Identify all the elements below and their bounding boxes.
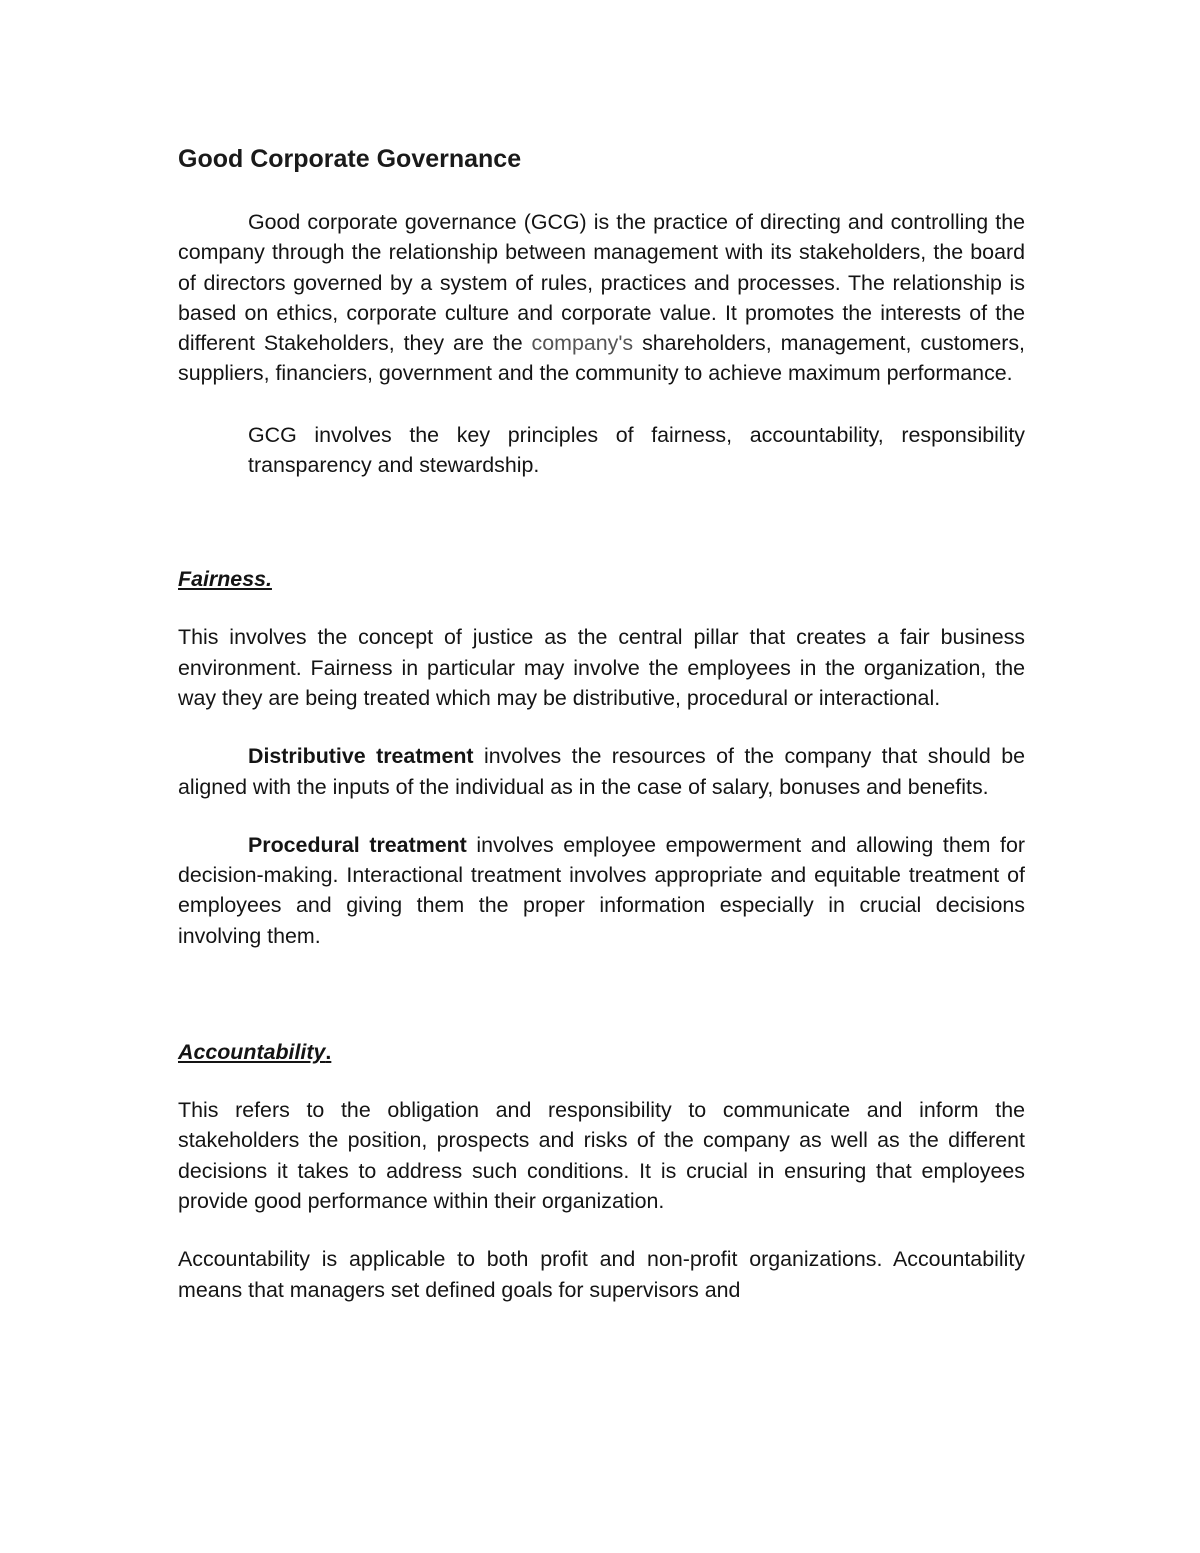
accountability-body-2: Accountability is applicable to both profit and non-profit organizations. Accountability means that managers set defined goals for supervisors and xyxy=(178,1247,1025,1302)
document-body xyxy=(178,140,1025,1305)
intro-paragraph xyxy=(178,207,1025,389)
fairness-body: This involves the concept of justice as the central pillar that creates a fair business environment. Fairness in particular may involve the employees in the organization, the way they are being treated which may be distributive, procedural or interactional. xyxy=(178,625,1025,710)
accountability-heading xyxy=(178,1037,1025,1067)
procedural-label: Procedural treatment xyxy=(248,832,467,857)
document-title: Good Corporate Governance xyxy=(178,145,522,173)
fairness-heading-punct: . xyxy=(266,567,272,592)
accountability-body-1: This refers to the obligation and responsibility to communicate and inform the stakeholders the position, prospects and risks of the company as well as the different decisions it takes to address such conditions. It is crucial in ensuring that employees provide good performance within their organization. xyxy=(178,1098,1025,1213)
accountability-heading-punct: . xyxy=(325,1040,332,1065)
accountability-heading-text: Accountability xyxy=(178,1040,326,1065)
intro-text-after: shareholders, management, customers, suppliers, financiers, government and the community to achieve maximum performance. xyxy=(178,331,1025,386)
procedural-text: involves employee empowerment and allowing them for decision-making. Interactional treatment involves appropriate and equitable treatment of employees and giving them the proper information especially in crucial decisions involving them. xyxy=(178,832,1025,948)
principles-paragraph: GCG involves the key principles of fairness, accountability, responsibility transparency and stewardship. xyxy=(248,422,1025,478)
intro-text-before: Good corporate governance (GCG) is the practice of directing and controlling the company through the relationship between management with its stakeholders, the board of directors governed by a system of rules, practices and processes. The relationship is based on ethics, corporate culture and corporate value. It promotes the interests of the different Stakeholders, they are the xyxy=(178,210,1025,356)
fairness-heading-text: Fairness xyxy=(178,567,266,592)
fairness-heading xyxy=(178,564,1025,594)
distributive-paragraph xyxy=(178,741,1025,802)
distributive-text: involves the resources of the company that should be aligned with the inputs of the individual as in the case of salary, bonuses and benefits. xyxy=(178,744,1025,799)
distributive-label: Distributive treatment xyxy=(248,744,474,769)
intro-text-muted: company's xyxy=(531,331,634,356)
procedural-paragraph xyxy=(178,830,1025,951)
